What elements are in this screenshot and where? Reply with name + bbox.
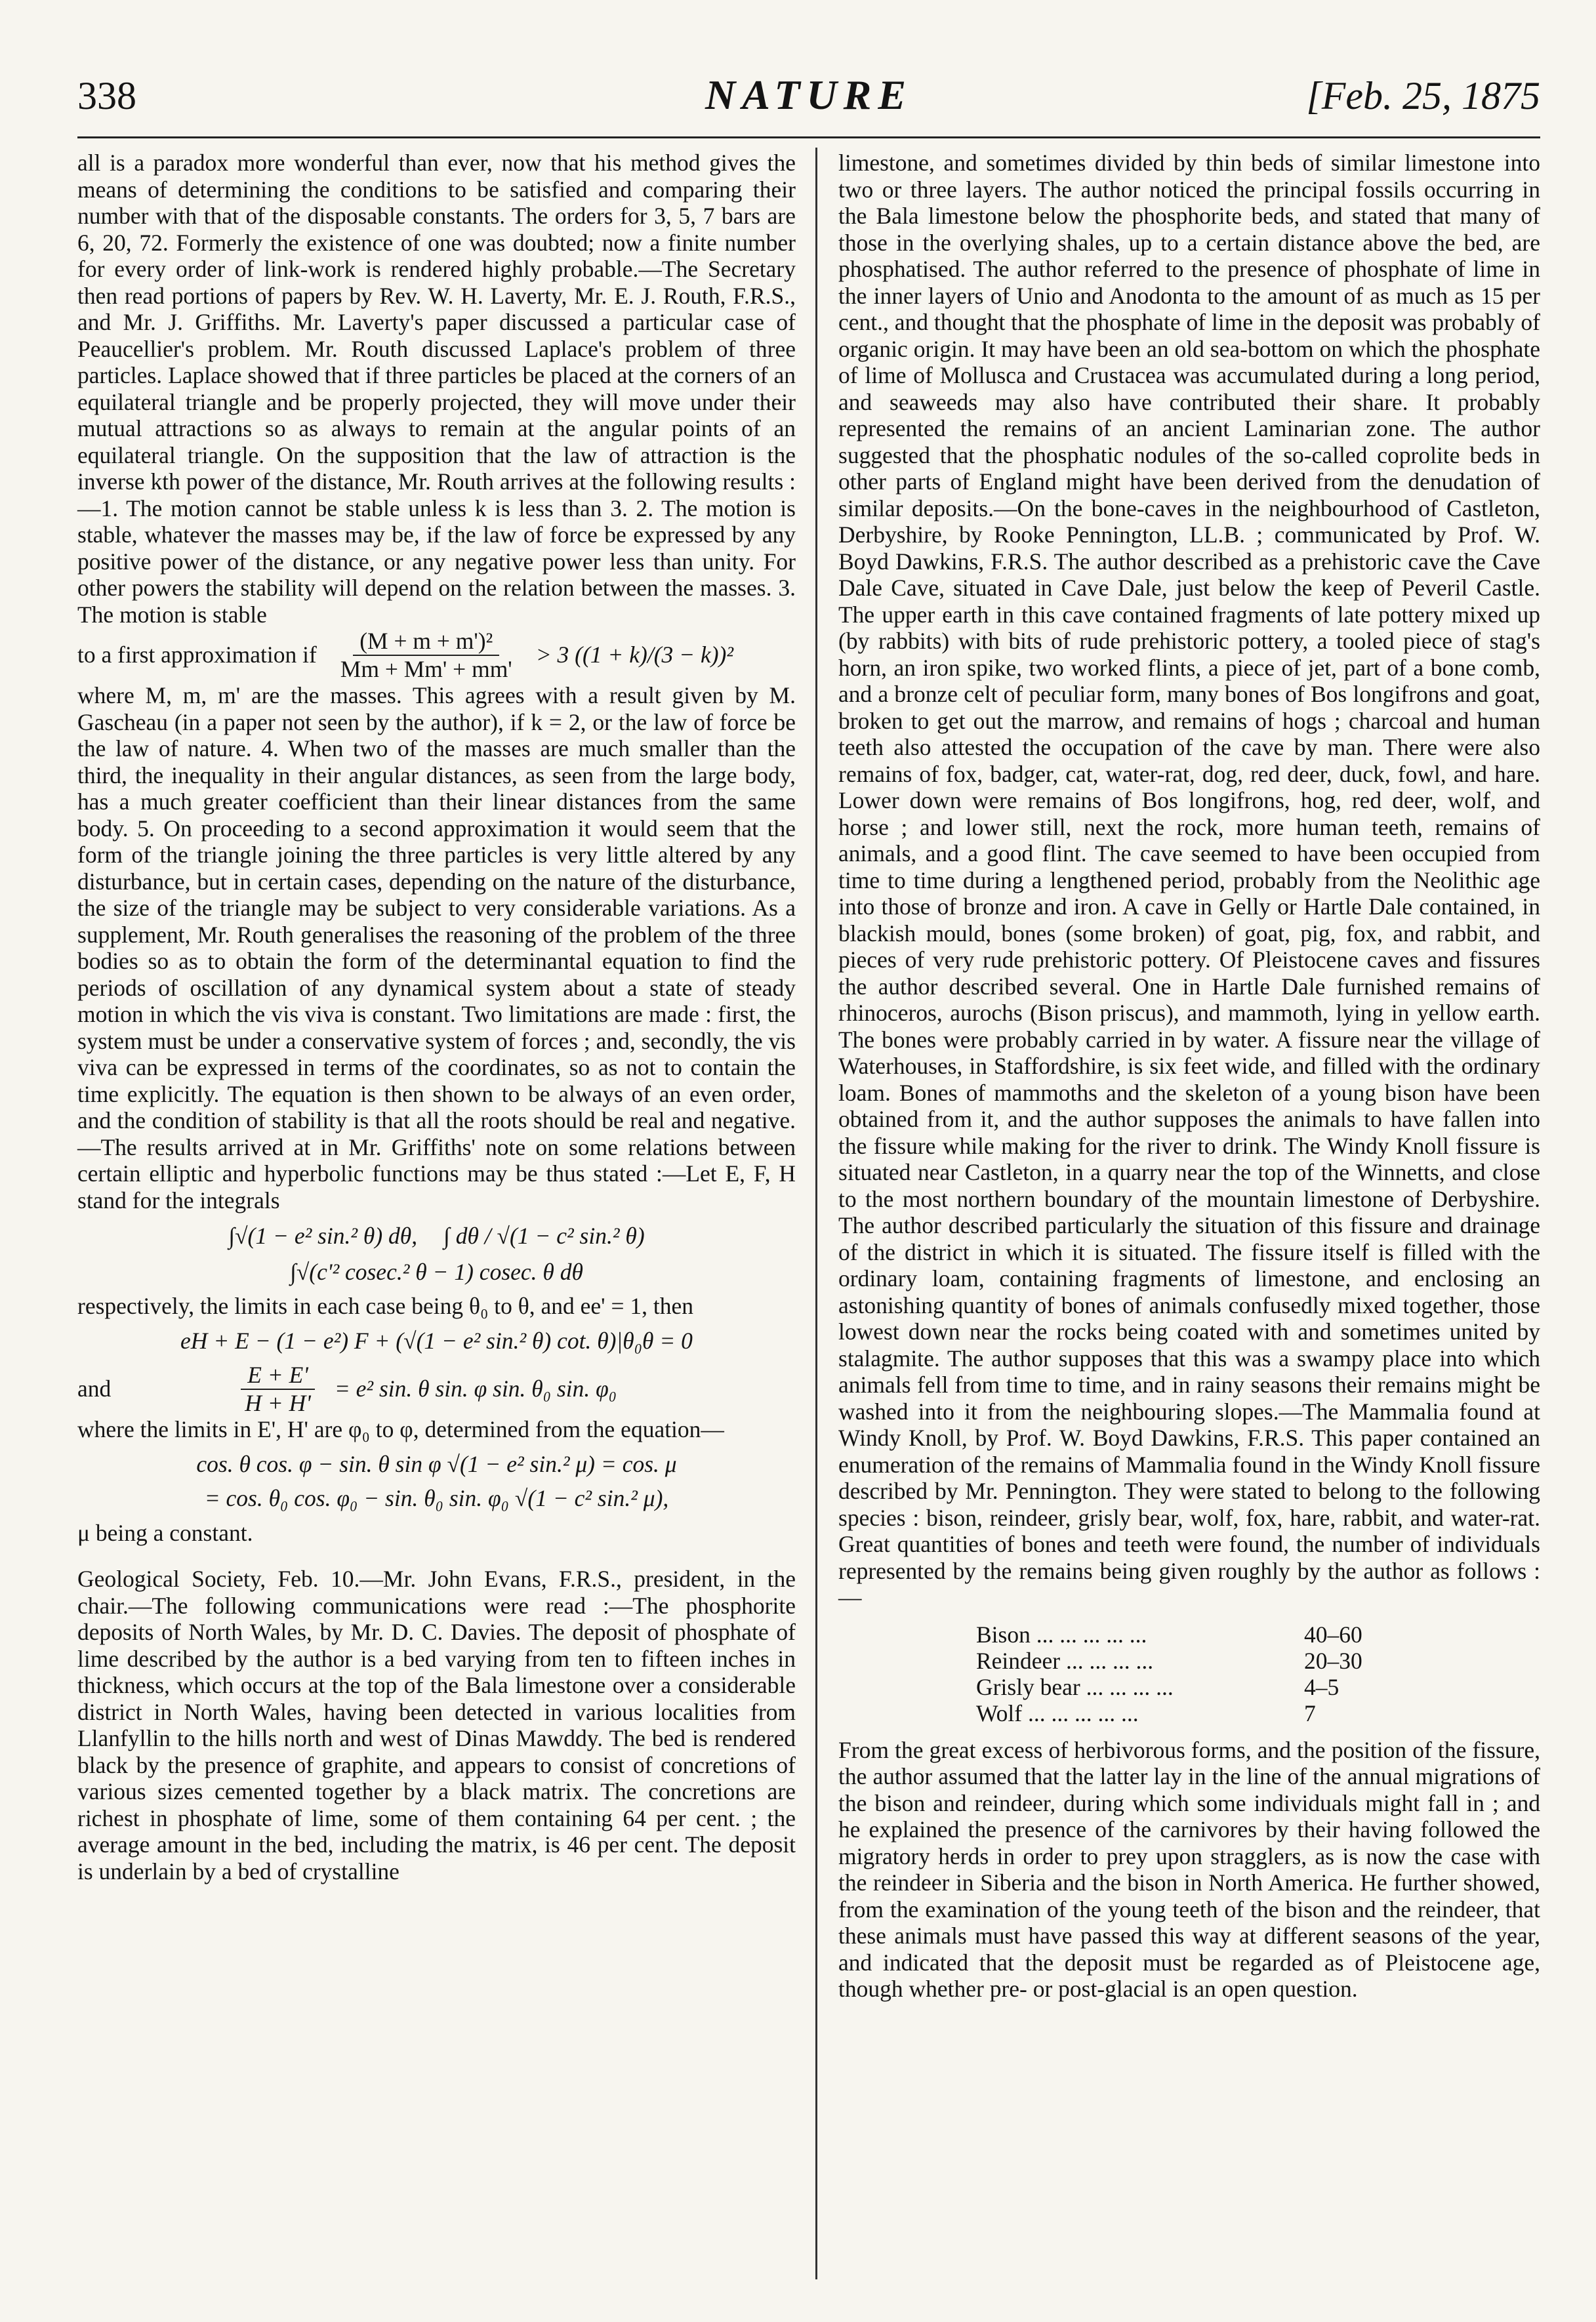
column-divider: [815, 148, 817, 2279]
species-count: 4–5: [1304, 1673, 1340, 1700]
paragraph: μ being a constant.: [77, 1519, 253, 1546]
ratio-equation: [77, 1362, 796, 1416]
species-name: Bison ... ... ... ... ...: [976, 1621, 1147, 1648]
right-column: [838, 150, 1540, 2003]
species-name: Reindeer ... ... ... ...: [976, 1647, 1154, 1674]
stability-equation: [77, 628, 796, 682]
integral: ∫ dθ / √(1 − c² sin.² θ): [443, 1223, 645, 1249]
integral: ∫√(c'² cosec.² θ − 1) cosec. θ dθ: [290, 1258, 583, 1285]
paragraph: where the limits in E', H' are φ₀ to φ, determined from the equation—: [77, 1416, 724, 1442]
paragraph: Geological Society, Feb. 10.—Mr. John Evans, F.R.S., president, in the chair.—The following communications were read :—The phosphorite deposits of North Wales, by Mr. D. C. Davies. The deposit of phosphate of lime described by the author is a bed varying from ten to fifteen inches in thickness, which occurs at the top of the Bala limestone over a considerable district in North Wales, having been detected in various localities from Llanfyllin to the hills north and west of Dinas Mawddy. The bed is rendered black by the presence of graphite, and appears to consist of concretions of various sizes cemented together by a black matrix. The concretions are richest in phosphate of lime, some of them containing 64 per cent. ; the average amount in the bed, including the matrix, is 46 per cent. The deposit is underlain by a bed of crystalline: [77, 1566, 796, 1884]
integral: ∫√(1 − e² sin.² θ) dθ,: [228, 1223, 418, 1249]
table-row: [976, 1648, 1383, 1674]
paragraph: where M, m, m' are the masses. This agrees with a result given by M. Gascheau (in a paper not seen by the author), if k = 2, or the law of force be the law of nature. 4. When two of the masses are much smaller than the third, the inequality in their angular distances, as seen from the large body, has a much greater coefficient than their linear distances from the same body. 5. On proceeding to a second approximation it would seem that the form of the triangle joining the three particles is very little altered by any disturbance, but in certain cases, depending on the nature of the disturbance, the size of the triangle may be subject to very considerable variations. As a supplement, Mr. Routh generalises the reasoning of the problem of the three bodies so as to obtain the form of the determinantal equation to find the periods of oscillation of any dynamical system about a state of steady motion in which the vis viva is constant. Two limitations are made : first, the system must be under a conservative system of forces ; and, secondly, the vis viva can be expressed in terms of the coordinates, so as not to contain the time explicitly. The equation is then shown to be always of an even order, and the condition of stability is that all the roots should be real and negative.—The results arrived at in Mr. Griffiths' note on some relations between certain elliptic and hyperbolic functions may be thus stated :—Let E, F, H stand for the integrals: [77, 682, 796, 1213]
fraction-denominator: Mm + Mm' + mm': [340, 655, 512, 682]
equation-rhs: = e² sin. θ sin. φ sin. θ₀ sin. φ₀: [334, 1375, 617, 1402]
paragraph: respectively, the limits in each case being θ₀ to θ, and ee' = 1, then: [77, 1293, 693, 1319]
left-column: [77, 150, 796, 1884]
fraction-numerator: (M + m + m')²: [353, 628, 499, 656]
fraction-numerator: E + E': [241, 1362, 315, 1390]
equation: = cos. θ₀ cos. φ₀ − sin. θ₀ sin. φ₀ √(1 − c² sin.² μ),: [204, 1485, 669, 1511]
page-number: 338: [77, 74, 136, 117]
equation-lead: and: [77, 1375, 112, 1402]
species-count: 40–60: [1304, 1621, 1362, 1648]
equation: eH + E − (1 − e²) F + (√(1 − e² sin.² θ) cot. θ)|θ₀θ = 0: [180, 1327, 693, 1354]
journal-title: NATURE: [705, 71, 913, 118]
species-name: Grisly bear ... ... ... ...: [976, 1673, 1174, 1700]
species-count: 7: [1304, 1700, 1316, 1726]
issue-date: [Feb. 25, 1875: [1306, 74, 1540, 117]
page-header: [77, 73, 1540, 139]
equation-lead: to a first approximation if: [77, 642, 317, 668]
paragraph: limestone, and sometimes divided by thin beds of similar limestone into two or three layers. The author noticed the principal fossils occurring in the Bala limestone below the phosphorite beds, and stated that many of those in the overlying shales, up to a certain distance above the bed, are phosphatised. The author referred to the presence of phosphate of lime in the inner layers of Unio and Anodonta to the amount of as much as 15 per cent., and thought that the phosphate of lime in the deposit was probably of organic origin. It may have been an old sea-bottom on which the phosphate of lime of Mollusca and Crustacea was accumulated during a long period, and seaweeds may also have contributed their share. It probably represented the remains of an ancient Laminarian zone. The author suggested that the phosphatic nodules of the so-called coprolite beds in other parts of England might have been derived from the denudation of similar deposits.—On the bone-caves in the neighbourhood of Castleton, Derbyshire, by Rooke Pennington, LL.B. ; communicated by Prof. W. Boyd Dawkins, F.R.S. The author described as a prehistoric cave the Cave Dale Cave, situated in Cave Dale, just below the keep of Peveril Castle. The upper earth in this cave contained fragments of late pottery mixed up (by rabbits) with bits of rude prehistoric pottery, a tooled piece of stag's horn, an iron spike, two worked flints, a piece of jet, part of a bone comb, and a bronze celt of peculiar form, many bones of Bos longifrons and goat, broken to get out the marrow, and remains of hogs ; charcoal and human teeth also attested the occupation of the cave by man. There were also remains of fox, badger, cat, water-rat, dog, red deer, duck, fowl, and hare. Lower down were remains of Bos longifrons, hog, red deer, wolf, and horse ; and lower still, next the rock, more human teeth, remains of animals, and a good flint. The cave seemed to have been occupied from time to time during a lengthened period, probably from the Neolithic age into those of bronze and iron. A cave in Gelly or Hartle Dale contained, in blackish mould, bones (some broken) of goat, pig, fox, and rabbit, and pieces of very rude prehistoric pottery. Of Pleistocene caves and fissures the author described several. One in Hartle Dale furnished remains of rhinoceros, aurochs (Bison priscus), and mammoth, lying in yellow earth. The bones were probably carried in by water. A fissure near the village of Waterhouses, in Staffordshire, is six feet wide, and filled with the ordinary loam. Bones of mammoths and the skeleton of a young bison have been obtained from it, and the author supposes the animals to have fallen into the fissure while making for the river to drink. The Windy Knoll fissure is situated near Castleton, in a quarry near the top of the Winnetts, and close to the most northern boundary of the mountain limestone of Derbyshire. The author described particularly the situation of this fissure and drainage of the district in which it is situated. The fissure itself is filled with the ordinary loam, containing fragments of limestone, and enclosing an astonishing quantity of bones of animals confusedly mixed together, those lowest down near the rocks being coated with and sometimes united by stalagmite. The author supposes that this was a swampy place into which animals fell from time to time, and in rainy seasons their remains might be washed into it from the neighbouring slopes.—The Mammalia found at Windy Knoll, by Prof. W. Boyd Dawkins, F.R.S. This paper contained an enumeration of the remains of Mammalia found in the Windy Knoll fissure described by Mr. Pennington. They were stated to belong to the following species : bison, reindeer, grisly bear, wolf, fox, hare, rabbit, and water-rat. Great quantities of bones and teeth were found, the number of individuals represented by the remains being given roughly by the author as follows :—: [838, 150, 1540, 1610]
header-rule: [77, 136, 1540, 138]
table-row: [976, 1621, 1383, 1648]
integrals-row: [77, 1223, 796, 1250]
species-table: [976, 1621, 1383, 1726]
table-row: [976, 1674, 1383, 1700]
species-name: Wolf ... ... ... ... ...: [976, 1700, 1139, 1726]
equation-fraction: [238, 1362, 317, 1416]
equation-rhs: > 3 ((1 + k)/(3 − k))²: [535, 642, 734, 668]
paragraph: From the great excess of herbivorous forms, and the position of the fissure, the author assumed that the latter lay in the line of the annual migrations of the bison and reindeer, during which some individuals might fall in ; and he explained the presence of the carnivores by their having followed the migratory herds in order to prey upon stragglers, as is now the case with the reindeer in Siberia and the bison in North America. He further showed, from the examination of the young teeth of the bison and the reindeer, that these animals must have passed this way at different seasons of the year, and indicated that the deposit must be regarded as of Pleistocene age, though whether pre- or post-glacial is an open question.: [838, 1736, 1540, 2002]
equation: cos. θ cos. φ − sin. θ sin φ √(1 − e² sin.² μ) = cos. μ: [196, 1450, 677, 1477]
paragraph: all is a paradox more wonderful than ever, now that his method gives the means of determining the conditions to be satisfied and comparing their number with that of the disposable constants. The orders for 3, 5, 7 bars are 6, 20, 72. Formerly the existence of one was doubted; now a finite number for every order of link-work is rendered highly probable.—The Secretary then read portions of papers by Rev. W. H. Laverty, Mr. E. J. Routh, F.R.S., and Mr. J. Griffiths. Mr. Laverty's paper discussed a particular case of Peaucellier's problem. Mr. Routh discussed Laplace's problem of three particles. Laplace showed that if three particles be placed at the corners of an equilateral triangle and be properly projected, they will move under their mutual attractions so as always to remain at the angular points of an equilateral triangle. On the supposition that the law of attraction is the inverse kth power of the distance, Mr. Routh arrives at the following results :—1. The motion cannot be stable unless k is less than 3. 2. The motion is stable, whatever the masses may be, if the law of force be expressed by any positive power of the distance, or any negative power less than unity. For other powers the stability will depend on the relation between the masses. 3. The motion is stable: [77, 150, 796, 628]
fraction-denominator: H + H': [245, 1389, 311, 1416]
equation-fraction: [334, 628, 519, 682]
species-count: 20–30: [1304, 1647, 1362, 1674]
table-row: [976, 1700, 1383, 1726]
